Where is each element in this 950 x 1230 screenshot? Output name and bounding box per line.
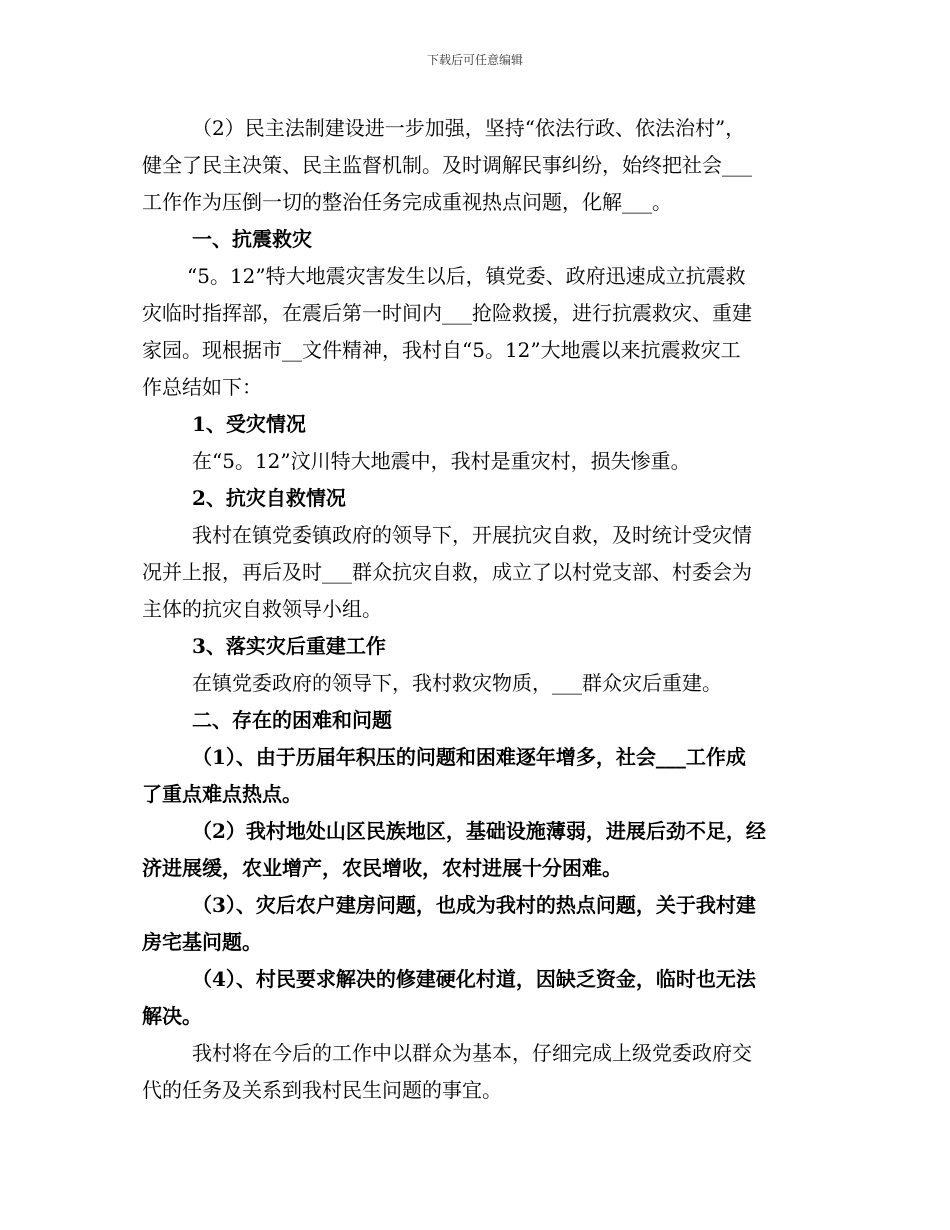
paragraph-line: （3）、灾后农户建房问题，也成为我村的热点问题，关于我村建 [192, 893, 756, 917]
paragraph-line: 在镇党委政府的领导下，我村救灾物质，___群众灾后重建。 [192, 671, 722, 695]
paragraph-line: （4）、村民要求解决的修建硬化村道，因缺乏资金，临时也无法 [192, 967, 756, 991]
paragraph-line: 工作作为压倒一切的整治任务完成重视热点问题，化解___。 [142, 190, 672, 214]
subsection-heading: 3、落实灾后重建工作 [192, 634, 386, 658]
paragraph-line: （1）、由于历届年积压的问题和困难逐年增多，社会___工作成 [192, 745, 746, 769]
subsection-heading: 2、抗灾自救情况 [192, 486, 346, 510]
paragraph-line: 健全了民主决策、民主监督机制。及时调解民事纠纷，始终把社会___ [142, 153, 752, 177]
paragraph-line: 我村将在今后的工作中以群众为基本，仔细完成上级党委政府交 [192, 1041, 752, 1065]
paragraph-line: 在“5。12”汶川特大地震中，我村是重灾村，损失惨重。 [192, 449, 691, 473]
paragraph-line: 济进展缓，农业增产，农民增收，农村进展十分困难。 [142, 856, 622, 880]
subsection-heading: 1、受灾情况 [192, 412, 306, 436]
paragraph-line: （2）民主法制建设进一步加强，坚持“依法行政、依法治村”， [192, 116, 746, 140]
page-header: 下载后可任意编辑 [426, 53, 523, 67]
paragraph-line: 了重点难点热点。 [142, 782, 302, 806]
document-body [142, 110, 812, 1109]
paragraph-line: （2）我村地处山区民族地区，基础设施薄弱，进展后劲不足，经 [192, 819, 766, 843]
paragraph-line: 代的任务及关系到我村民生问题的事宜。 [142, 1078, 502, 1102]
section-heading: 一、抗震救灾 [192, 227, 312, 251]
paragraph-line: 作总结如下： [142, 375, 262, 399]
section-heading: 二、存在的困难和问题 [192, 708, 392, 732]
paragraph-line: 我村在镇党委镇政府的领导下，开展抗灾自救，及时统计受灾情 [192, 523, 752, 547]
paragraph-line: 主体的抗灾自救领导小组。 [142, 597, 382, 621]
paragraph-line: 灾临时指挥部，在震后第一时间内___抢险救援，进行抗震救灾、重建 [142, 301, 752, 325]
paragraph-line: 家园。现根据市__文件精神，我村自“5。12”大地震以来抗震救灾工 [142, 338, 741, 362]
paragraph-line: 况并上报，再后及时___群众抗灾自救，成立了以村党支部、村委会为 [142, 560, 752, 584]
paragraph-line: 解决。 [142, 1004, 202, 1028]
paragraph-line: “5。12”特大地震灾害发生以后，镇党委、政府迅速成立抗震救 [187, 264, 746, 288]
paragraph-line: 房宅基问题。 [142, 930, 262, 954]
